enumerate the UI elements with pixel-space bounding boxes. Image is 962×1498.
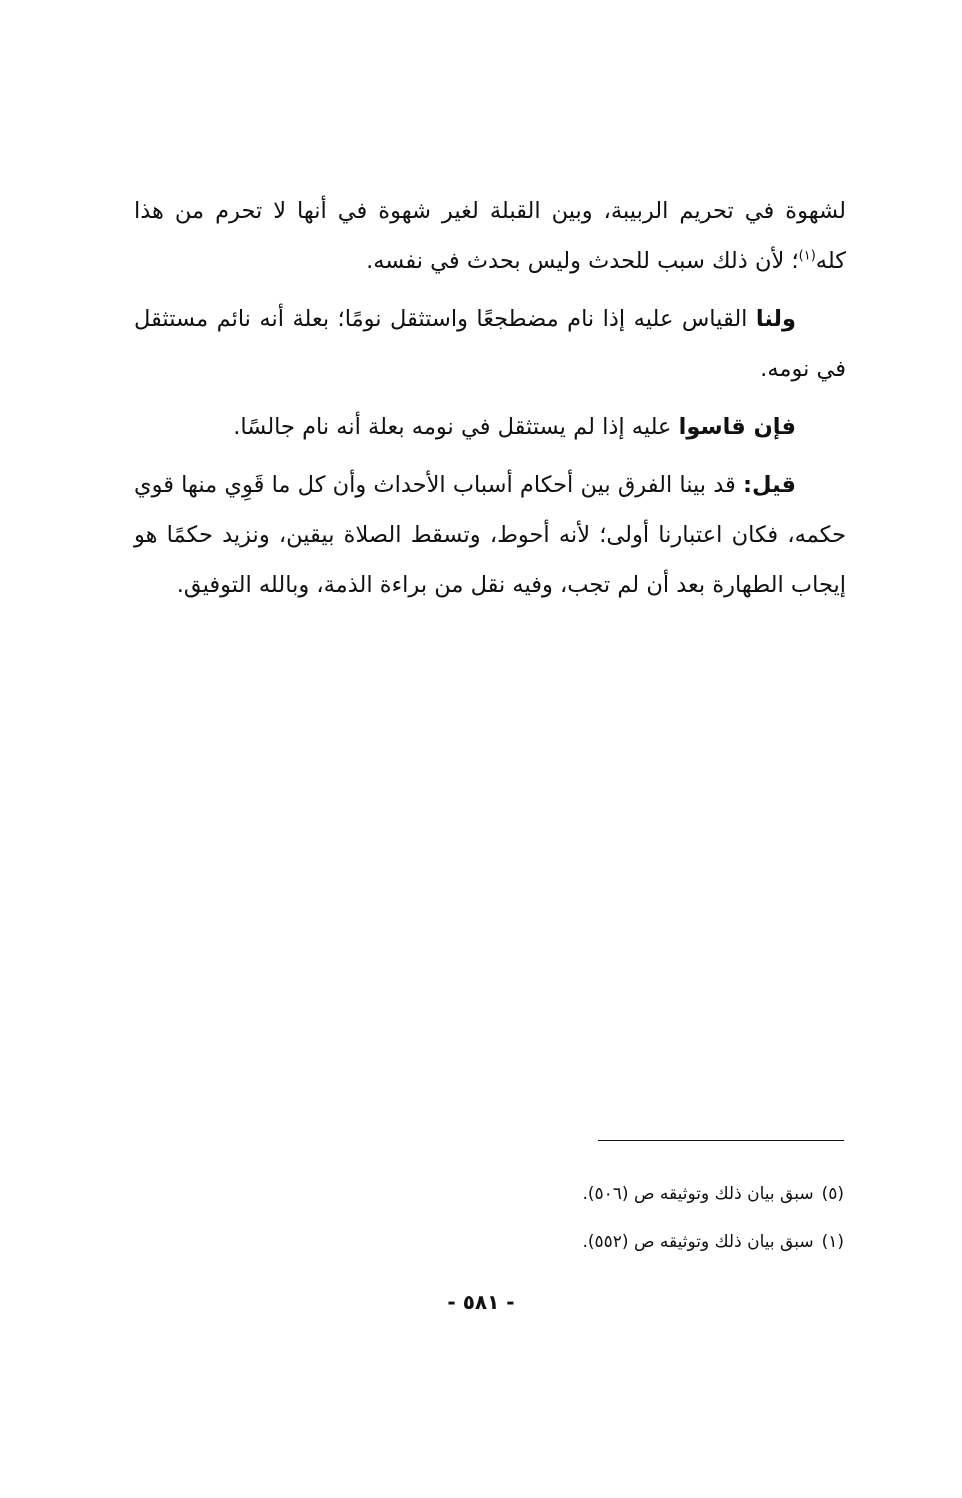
footnote-item [344, 1218, 844, 1266]
paragraph-3-lead: فإن قاسوا [678, 414, 796, 440]
paragraph-2-text: القياس عليه إذا نام مضطجعًا واستثقل نومًا؛ بعلة أنه نائم مستثقل في نومه. [134, 306, 846, 382]
paragraph-2-lead: ولنا [755, 306, 796, 332]
paragraph-4 [134, 460, 846, 610]
paragraph-2 [134, 294, 846, 394]
footnote-text: سبق بيان ذلك وتوثيقه ص (٥٥٢). [582, 1232, 814, 1252]
footnote-number: (١) [821, 1232, 844, 1252]
paragraph-3-text: عليه إذا لم يستثقل في نومه بعلة أنه نام جالسًا. [233, 414, 679, 440]
paragraph-4-lead: قيل: [743, 472, 796, 498]
footnote-text: سبق بيان ذلك وتوثيقه ص (٥٠٦). [582, 1184, 814, 1204]
paragraph-1-text-a: لشهوة في تحريم الربيبة، وبين القبلة لغير شهوة في أنها لا تحرم من هذا كله [134, 198, 846, 274]
footnote-reference: (١) [798, 248, 816, 264]
footnote-item [344, 1170, 844, 1218]
paragraph-4-text: قد بينا الفرق بين أحكام أسباب الأحداث وأن كل ما قَوِي منها قوي حكمه، فكان اعتبارنا أولى؛ لأنه أحوط، وتسقط الصلاة بيقين، ونزيد حكمًا هو إيجاب الطهارة بعد أن لم تجب، وفيه نقل من براءة الذمة، وبالله التوفيق. [134, 472, 846, 598]
paragraph-1 [134, 186, 846, 286]
body-text [134, 186, 846, 618]
footnote-divider [598, 1140, 844, 1141]
page-number: - ٥٨١ - [447, 1290, 515, 1314]
footnotes [344, 1170, 844, 1266]
footnote-number: (٥) [821, 1184, 844, 1204]
paragraph-3 [134, 402, 846, 452]
paragraph-1-text-b: ؛ لأن ذلك سبب للحدث وليس بحدث في نفسه. [366, 248, 799, 274]
